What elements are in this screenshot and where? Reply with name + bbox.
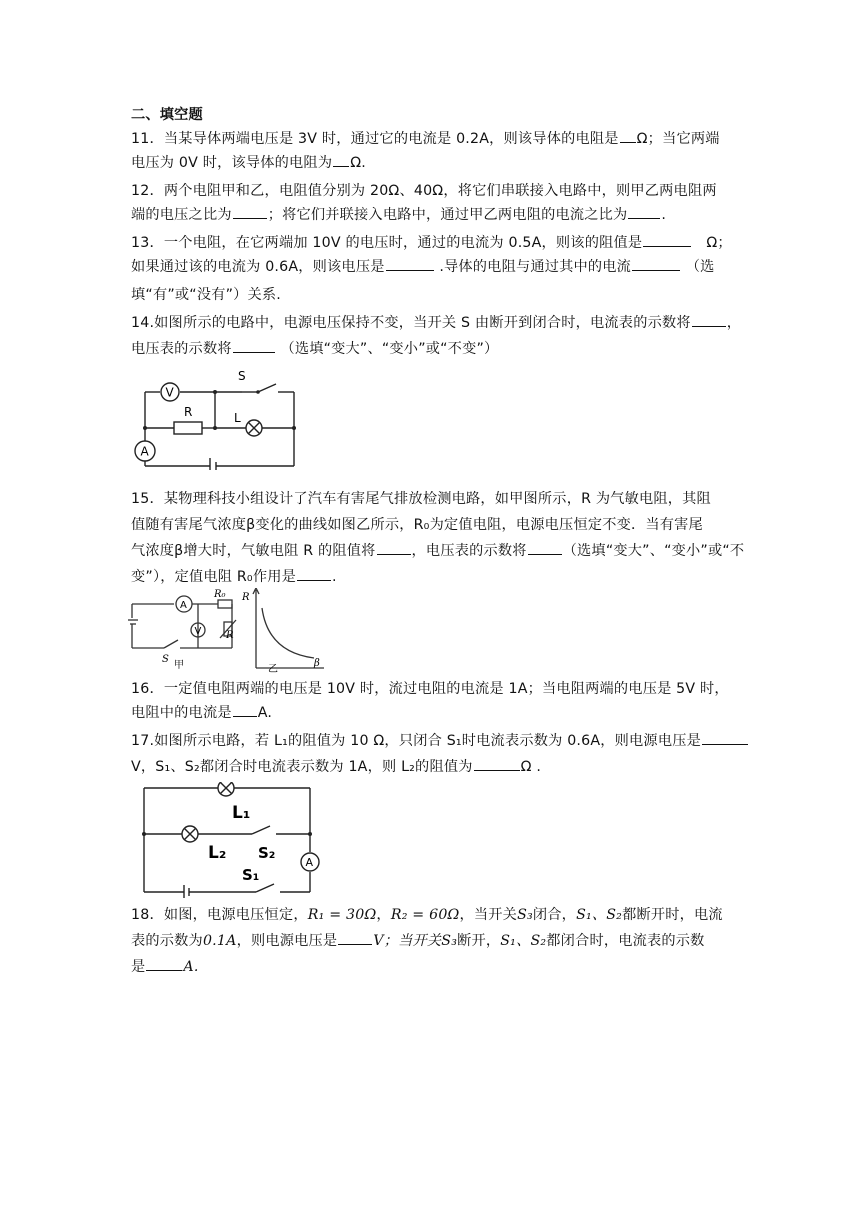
answer-blank[interactable] — [632, 256, 680, 271]
figure-yi-label: 乙 — [268, 664, 278, 674]
question-14-line-2 — [131, 338, 731, 360]
s1-label: S₁ — [242, 866, 260, 884]
q18-current-value: 0.1A — [202, 933, 237, 949]
q15-circuit-and-graph — [128, 588, 328, 674]
answer-blank[interactable] — [338, 930, 372, 945]
q14-text-4: （选填“变大”、“变小”或“不变”） — [280, 341, 499, 357]
answer-blank[interactable] — [528, 540, 562, 555]
question-16-line-1: 16．一定值电阻两端的电压是 10V 时，流过电阻的电流是 1A；当电阻两端的电压是 5V 时， — [131, 681, 729, 697]
question-16-line-2 — [131, 702, 731, 724]
question-15-line-3 — [131, 540, 745, 562]
q15-text-4: 变”），定值电阻 R₀作用是 — [131, 569, 296, 585]
question-15-line-2: 值随有害尾气浓度β变化的曲线如图乙所示，R₀为定值电阻，电源电压恒定不变．当有害尾 — [131, 517, 703, 533]
q15-text-2: ，电压表的示数将 — [411, 543, 527, 559]
q18-s1s2-symbols: S₁、S₂ — [500, 933, 547, 949]
section-title: 二、填空题 — [131, 107, 203, 123]
question-11-line-2 — [131, 152, 731, 174]
lamp-label: L — [234, 411, 241, 425]
ammeter-label: A — [140, 444, 149, 459]
q18-text-11: A. — [183, 959, 199, 975]
question-15-line-1: 15．某物理科技小组设计了汽车有害尾气排放检测电路，如甲图所示，R 为气敏电阻，其阻 — [131, 491, 711, 507]
answer-blank[interactable] — [297, 566, 331, 581]
q18-text-6: ，则电源电压是 — [236, 933, 338, 949]
question-18-line-3 — [131, 956, 731, 978]
r-label: R — [226, 630, 234, 641]
figure-jia-label: 甲 — [174, 660, 184, 671]
q17-text-2: V，S₁、S₂都闭合时电流表示数为 1A，则 L₂的阻值为 — [131, 759, 473, 775]
answer-blank[interactable] — [233, 338, 275, 353]
answer-blank[interactable] — [620, 128, 636, 143]
graph-x-axis-label: β — [314, 658, 320, 669]
question-13-line-3: 填“有”或“没有”）关系. — [131, 287, 282, 303]
q18-text-8: 断开， — [457, 933, 501, 949]
q15-text-1: 气浓度β增大时，气敏电阻 R 的阻值将 — [131, 543, 376, 559]
answer-blank[interactable] — [643, 232, 691, 247]
question-18-line-2 — [131, 930, 731, 952]
question-12-line-2 — [131, 204, 731, 226]
ammeter-label: A — [180, 600, 187, 611]
q18-r1-formula: R₁ = 30Ω — [307, 907, 377, 923]
q13-text-5: （选 — [685, 259, 715, 275]
answer-blank[interactable] — [377, 540, 411, 555]
voltmeter-label: V — [165, 385, 174, 400]
q13-text-2: Ω； — [706, 235, 732, 251]
r0-label: R₀ — [214, 589, 226, 600]
question-18-line-1 — [131, 904, 731, 926]
q14-text-1: 14.如图所示的电路中，电源电压保持不变，当开关 S 由断开到闭合时，电流表的示数将 — [131, 315, 691, 331]
s2-label: S₂ — [258, 844, 276, 862]
graph-y-axis-label: R — [242, 592, 250, 603]
q18-text-2: ，当开关 — [459, 907, 518, 923]
q17-circuit-diagram — [140, 782, 322, 898]
voltmeter-label: V — [194, 626, 202, 637]
q12-text-1: 端的电压之比为 — [131, 207, 232, 223]
question-17-line-2 — [131, 756, 731, 778]
q18-text-4: 都断开时，电流 — [622, 907, 723, 923]
q16-text-2: A. — [257, 705, 273, 721]
q18-text-1: 18．如图，电源电压恒定， — [131, 907, 308, 923]
answer-blank[interactable] — [333, 152, 349, 167]
question-13-line-1 — [131, 232, 731, 254]
q13-text-3: 如果通过该的电流为 0.6A，则该电压是 — [131, 259, 385, 275]
question-12-line-1: 12．两个电阻甲和乙，电阻值分别为 20Ω、40Ω，将它们串联接入电路中，则甲乙两电阻两 — [131, 183, 717, 199]
q18-s1s2-symbols: S₁、S₂ — [576, 907, 623, 923]
q11-text-1: 11．当某导体两端电压是 3V 时，通过它的电流是 0.2A，则该导体的电阻是 — [131, 131, 619, 147]
q15-text-5: . — [331, 569, 337, 585]
answer-blank[interactable] — [233, 204, 267, 219]
q18-text-10: 是 — [131, 959, 146, 975]
q14-circuit-diagram — [130, 366, 300, 470]
q12-text-2: ；将它们并联接入电路中，通过甲乙两电阻的电流之比为 — [267, 207, 628, 223]
question-15-line-4 — [131, 566, 731, 588]
question-14-line-1 — [131, 312, 742, 334]
q16-text-1: 电阻中的电流是 — [131, 705, 232, 721]
q11-text-2: Ω；当它两端 — [636, 131, 720, 147]
l1-label: L₁ — [232, 803, 251, 823]
q15-text-3: （选填“变大”、“变小”或“不 — [562, 543, 745, 559]
q13-text-4: .导体的电阻与通过其中的电流 — [439, 259, 632, 275]
answer-blank[interactable] — [146, 956, 182, 971]
q14-text-2: ， — [726, 315, 742, 331]
resistor-label: R — [184, 405, 193, 419]
q11-text-3: 电压为 0V 时，该导体的电阻为 — [131, 155, 333, 171]
answer-blank[interactable] — [628, 204, 660, 219]
q18-text-5: 表的示数为 — [131, 933, 203, 949]
q17-text-3: Ω . — [520, 759, 542, 775]
q18-s3-symbol: S₃ — [441, 933, 458, 949]
q14-text-3: 电压表的示数将 — [131, 341, 232, 357]
q18-r2-formula: R₂ = 60Ω — [390, 907, 460, 923]
question-11-line-1 — [131, 128, 731, 150]
l2-label: L₂ — [208, 843, 227, 863]
q18-text-9: 都闭合时，电流表的示数 — [546, 933, 705, 949]
answer-blank[interactable] — [386, 256, 434, 271]
answer-blank[interactable] — [233, 702, 257, 717]
q18-s3-symbol: S₃ — [517, 907, 533, 923]
answer-blank[interactable] — [702, 730, 748, 745]
q13-text-1: 13．一个电阻，在它两端加 10V 的电压时，通过的电流为 0.5A，则该的阻值是 — [131, 235, 643, 251]
ammeter-label: A — [305, 856, 314, 869]
q18-separator: ， — [376, 907, 391, 923]
answer-blank[interactable] — [692, 312, 726, 327]
question-13-line-2 — [131, 256, 731, 278]
answer-blank[interactable] — [474, 756, 520, 771]
q17-text-1: 17.如图所示电路，若 L₁的阻值为 10 Ω，只闭合 S₁时电流表示数为 0.6A，则电源电压是 — [131, 733, 701, 749]
question-17-line-1 — [131, 730, 731, 752]
switch-label: S — [162, 654, 169, 665]
q11-text-4: Ω. — [350, 155, 366, 171]
q18-text-3: 闭合， — [532, 907, 577, 923]
q18-text-7: V；当开关 — [373, 933, 442, 949]
switch-label: S — [238, 369, 246, 383]
q12-text-3: . — [661, 207, 667, 223]
